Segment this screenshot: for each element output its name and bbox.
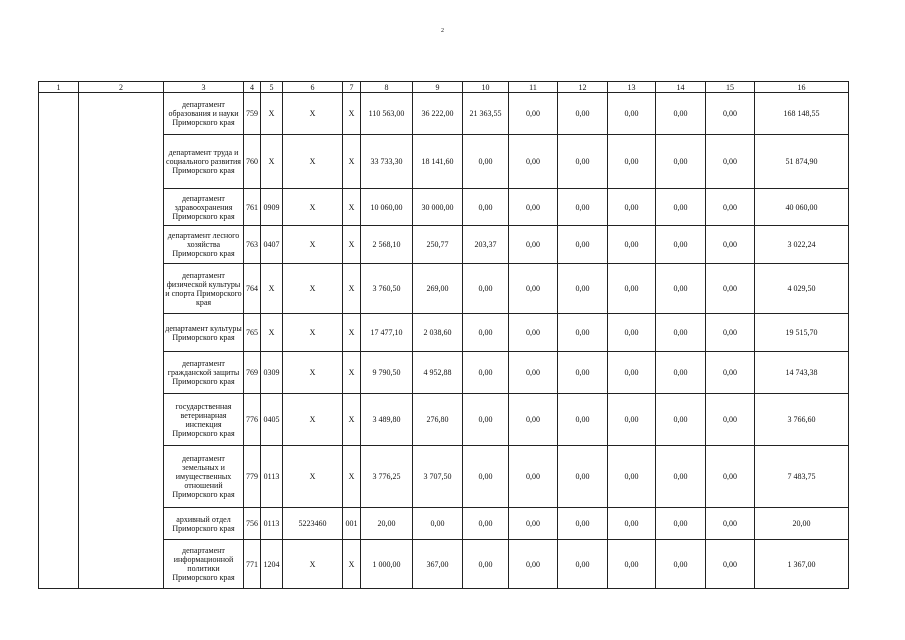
cell-c8: 10 060,00 xyxy=(361,189,413,226)
cell-c14: 0,00 xyxy=(656,394,706,446)
cell-c7: X xyxy=(343,446,361,508)
col-2-blank xyxy=(79,93,164,589)
cell-c12: 0,00 xyxy=(558,394,608,446)
cell-c13: 0,00 xyxy=(608,394,656,446)
cell-c7: X xyxy=(343,135,361,189)
cell-c10: 0,00 xyxy=(463,264,509,314)
org-name-cell: департамент труда и социального развития Приморского края xyxy=(164,135,244,189)
cell-c7: X xyxy=(343,264,361,314)
cell-c4: 765 xyxy=(244,314,261,352)
header-cell-15: 15 xyxy=(706,82,755,93)
cell-c15: 0,00 xyxy=(706,540,755,589)
org-name-cell: департамент культуры Приморского края xyxy=(164,314,244,352)
cell-c10: 0,00 xyxy=(463,189,509,226)
cell-c13: 0,00 xyxy=(608,352,656,394)
cell-c5: 0407 xyxy=(261,226,283,264)
cell-c15: 0,00 xyxy=(706,264,755,314)
cell-c9: 30 000,00 xyxy=(413,189,463,226)
cell-c16: 3 022,24 xyxy=(755,226,849,264)
budget-table xyxy=(38,81,849,589)
cell-c10: 0,00 xyxy=(463,508,509,540)
org-name-cell: департамент лесного хозяйства Приморского края xyxy=(164,226,244,264)
cell-c5: X xyxy=(261,93,283,135)
cell-c13: 0,00 xyxy=(608,540,656,589)
cell-c12: 0,00 xyxy=(558,540,608,589)
cell-c12: 0,00 xyxy=(558,264,608,314)
cell-c6: X xyxy=(283,394,343,446)
cell-c6: X xyxy=(283,264,343,314)
cell-c11: 0,00 xyxy=(509,540,558,589)
cell-c8: 3 776,25 xyxy=(361,446,413,508)
cell-c7: X xyxy=(343,314,361,352)
cell-c11: 0,00 xyxy=(509,394,558,446)
org-name-cell: департамент образования и науки Приморского края xyxy=(164,93,244,135)
header-cell-2: 2 xyxy=(79,82,164,93)
header-cell-9: 9 xyxy=(413,82,463,93)
cell-c8: 2 568,10 xyxy=(361,226,413,264)
cell-c15: 0,00 xyxy=(706,189,755,226)
header-cell-16: 16 xyxy=(755,82,849,93)
cell-c11: 0,00 xyxy=(509,352,558,394)
cell-c6: X xyxy=(283,314,343,352)
cell-c14: 0,00 xyxy=(656,352,706,394)
cell-c5: X xyxy=(261,314,283,352)
col-1-blank xyxy=(39,93,79,589)
cell-c6: X xyxy=(283,446,343,508)
cell-c7: X xyxy=(343,226,361,264)
cell-c15: 0,00 xyxy=(706,314,755,352)
cell-c16: 19 515,70 xyxy=(755,314,849,352)
cell-c6: X xyxy=(283,93,343,135)
cell-c6: X xyxy=(283,135,343,189)
cell-c5: 0113 xyxy=(261,508,283,540)
cell-c13: 0,00 xyxy=(608,189,656,226)
cell-c5: 0405 xyxy=(261,394,283,446)
cell-c10: 0,00 xyxy=(463,540,509,589)
cell-c9: 36 222,00 xyxy=(413,93,463,135)
org-name-cell: архивный отдел Приморского края xyxy=(164,508,244,540)
cell-c12: 0,00 xyxy=(558,352,608,394)
cell-c14: 0,00 xyxy=(656,135,706,189)
cell-c16: 20,00 xyxy=(755,508,849,540)
cell-c9: 367,00 xyxy=(413,540,463,589)
cell-c11: 0,00 xyxy=(509,226,558,264)
cell-c5: X xyxy=(261,135,283,189)
cell-c14: 0,00 xyxy=(656,540,706,589)
header-cell-10: 10 xyxy=(463,82,509,93)
cell-c11: 0,00 xyxy=(509,314,558,352)
header-cell-12: 12 xyxy=(558,82,608,93)
cell-c16: 7 483,75 xyxy=(755,446,849,508)
cell-c16: 14 743,38 xyxy=(755,352,849,394)
cell-c12: 0,00 xyxy=(558,446,608,508)
cell-c7: 001 xyxy=(343,508,361,540)
cell-c12: 0,00 xyxy=(558,189,608,226)
cell-c14: 0,00 xyxy=(656,264,706,314)
cell-c4: 779 xyxy=(244,446,261,508)
cell-c4: 759 xyxy=(244,93,261,135)
cell-c5: 1204 xyxy=(261,540,283,589)
org-name-cell: департамент информационной политики Приморского края xyxy=(164,540,244,589)
cell-c6: X xyxy=(283,352,343,394)
cell-c15: 0,00 xyxy=(706,446,755,508)
cell-c11: 0,00 xyxy=(509,508,558,540)
cell-c14: 0,00 xyxy=(656,314,706,352)
cell-c4: 771 xyxy=(244,540,261,589)
org-name-cell: департамент физической культуры и спорта Приморского края xyxy=(164,264,244,314)
cell-c4: 769 xyxy=(244,352,261,394)
cell-c7: X xyxy=(343,394,361,446)
org-name-cell: департамент гражданской защиты Приморского края xyxy=(164,352,244,394)
cell-c11: 0,00 xyxy=(509,189,558,226)
header-cell-7: 7 xyxy=(343,82,361,93)
header-cell-8: 8 xyxy=(361,82,413,93)
cell-c4: 760 xyxy=(244,135,261,189)
cell-c8: 110 563,00 xyxy=(361,93,413,135)
cell-c9: 4 952,88 xyxy=(413,352,463,394)
cell-c8: 17 477,10 xyxy=(361,314,413,352)
cell-c9: 0,00 xyxy=(413,508,463,540)
cell-c8: 20,00 xyxy=(361,508,413,540)
cell-c12: 0,00 xyxy=(558,226,608,264)
cell-c14: 0,00 xyxy=(656,508,706,540)
cell-c16: 40 060,00 xyxy=(755,189,849,226)
cell-c10: 0,00 xyxy=(463,314,509,352)
cell-c11: 0,00 xyxy=(509,93,558,135)
header-cell-13: 13 xyxy=(608,82,656,93)
cell-c5: 0113 xyxy=(261,446,283,508)
cell-c9: 3 707,50 xyxy=(413,446,463,508)
cell-c10: 0,00 xyxy=(463,394,509,446)
cell-c9: 250,77 xyxy=(413,226,463,264)
cell-c4: 763 xyxy=(244,226,261,264)
cell-c16: 51 874,90 xyxy=(755,135,849,189)
cell-c16: 1 367,00 xyxy=(755,540,849,589)
cell-c10: 0,00 xyxy=(463,352,509,394)
cell-c11: 0,00 xyxy=(509,264,558,314)
cell-c8: 3 489,80 xyxy=(361,394,413,446)
cell-c10: 21 363,55 xyxy=(463,93,509,135)
cell-c4: 761 xyxy=(244,189,261,226)
cell-c6: X xyxy=(283,226,343,264)
cell-c9: 2 038,60 xyxy=(413,314,463,352)
cell-c13: 0,00 xyxy=(608,93,656,135)
cell-c14: 0,00 xyxy=(656,446,706,508)
cell-c9: 276,80 xyxy=(413,394,463,446)
cell-c13: 0,00 xyxy=(608,226,656,264)
cell-c5: 0309 xyxy=(261,352,283,394)
cell-c11: 0,00 xyxy=(509,135,558,189)
cell-c10: 203,37 xyxy=(463,226,509,264)
cell-c5: 0909 xyxy=(261,189,283,226)
cell-c6: X xyxy=(283,189,343,226)
cell-c12: 0,00 xyxy=(558,508,608,540)
cell-c12: 0,00 xyxy=(558,314,608,352)
cell-c6: 5223460 xyxy=(283,508,343,540)
cell-c12: 0,00 xyxy=(558,135,608,189)
cell-c9: 269,00 xyxy=(413,264,463,314)
table-row xyxy=(39,93,849,135)
cell-c5: X xyxy=(261,264,283,314)
cell-c15: 0,00 xyxy=(706,226,755,264)
cell-c14: 0,00 xyxy=(656,189,706,226)
cell-c4: 764 xyxy=(244,264,261,314)
header-cell-11: 11 xyxy=(509,82,558,93)
cell-c6: X xyxy=(283,540,343,589)
cell-c4: 756 xyxy=(244,508,261,540)
cell-c15: 0,00 xyxy=(706,93,755,135)
cell-c15: 0,00 xyxy=(706,135,755,189)
cell-c13: 0,00 xyxy=(608,264,656,314)
cell-c14: 0,00 xyxy=(656,226,706,264)
cell-c16: 4 029,50 xyxy=(755,264,849,314)
header-cell-14: 14 xyxy=(656,82,706,93)
cell-c15: 0,00 xyxy=(706,508,755,540)
cell-c8: 1 000,00 xyxy=(361,540,413,589)
cell-c11: 0,00 xyxy=(509,446,558,508)
cell-c7: X xyxy=(343,93,361,135)
cell-c13: 0,00 xyxy=(608,446,656,508)
cell-c13: 0,00 xyxy=(608,508,656,540)
cell-c10: 0,00 xyxy=(463,446,509,508)
cell-c12: 0,00 xyxy=(558,93,608,135)
header-cell-5: 5 xyxy=(261,82,283,93)
header-cell-3: 3 xyxy=(164,82,244,93)
header-cell-4: 4 xyxy=(244,82,261,93)
cell-c13: 0,00 xyxy=(608,135,656,189)
org-name-cell: государственная ветеринарная инспекция Приморского края xyxy=(164,394,244,446)
cell-c9: 18 141,60 xyxy=(413,135,463,189)
header-row xyxy=(39,82,849,93)
cell-c7: X xyxy=(343,189,361,226)
cell-c14: 0,00 xyxy=(656,93,706,135)
cell-c8: 9 790,50 xyxy=(361,352,413,394)
cell-c16: 168 148,55 xyxy=(755,93,849,135)
cell-c7: X xyxy=(343,540,361,589)
cell-c8: 3 760,50 xyxy=(361,264,413,314)
cell-c4: 776 xyxy=(244,394,261,446)
page-number: 2 xyxy=(441,28,444,34)
cell-c8: 33 733,30 xyxy=(361,135,413,189)
org-name-cell: департамент земельных и имущественных отношений Приморского края xyxy=(164,446,244,508)
cell-c15: 0,00 xyxy=(706,394,755,446)
cell-c7: X xyxy=(343,352,361,394)
cell-c15: 0,00 xyxy=(706,352,755,394)
cell-c10: 0,00 xyxy=(463,135,509,189)
cell-c13: 0,00 xyxy=(608,314,656,352)
header-cell-1: 1 xyxy=(39,82,79,93)
header-cell-6: 6 xyxy=(283,82,343,93)
cell-c16: 3 766,60 xyxy=(755,394,849,446)
org-name-cell: департамент здравоохранения Приморского края xyxy=(164,189,244,226)
